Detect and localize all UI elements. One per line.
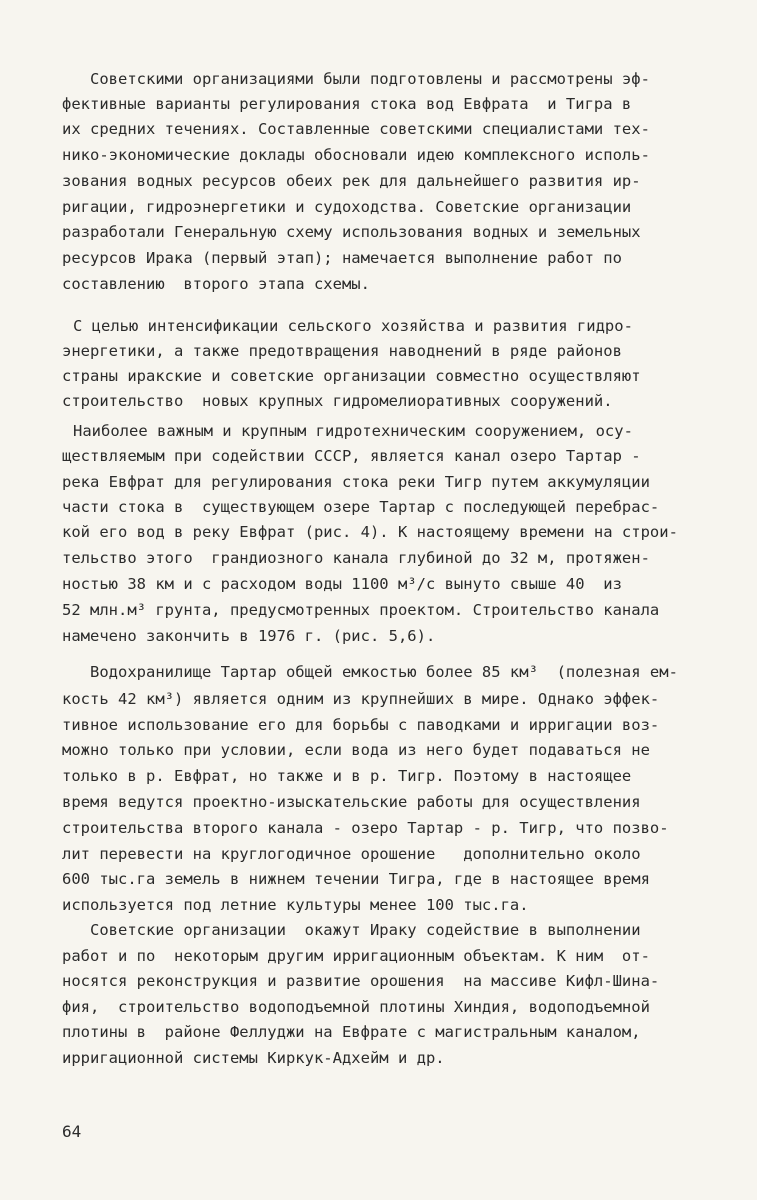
text-line: тивное использование его для борьбы с паводками и ирригации воз- — [62, 716, 660, 734]
text-line: Советскими организациями были подготовлены и рассмотрены эф- — [90, 70, 650, 88]
text-line: разработали Генеральную схему использования водных и земельных — [62, 223, 641, 241]
text-line: можно только при условии, если вода из него будет подаваться не — [62, 741, 650, 759]
text-line: только в р. Евфрат, но также и в р. Тигр. Поэтому в настоящее — [62, 767, 632, 785]
text-line: нико-экономические доклады обосновали идею комплексного исполь- — [62, 146, 650, 164]
text-line: строительства второго канала - озеро Тартар - р. Тигр, что позво- — [62, 819, 669, 837]
text-line: лит перевести на круглогодичное орошение дополнительно около — [62, 845, 641, 863]
text-line: С целью интенсификации сельского хозяйства и развития гидро- — [73, 317, 633, 335]
text-line: работ и по некоторым другим ирригационным объектам. К ним от- — [62, 947, 650, 965]
text-line: ресурсов Ирака (первый этап); намечается выполнение работ по — [62, 249, 622, 267]
text-line: составлению второго этапа схемы. — [62, 275, 370, 293]
text-line: их средних течениях. Составленные советскими специалистами тех- — [62, 120, 650, 138]
text-line: зования водных ресурсов обеих рек для дальнейшего развития ир- — [62, 172, 641, 190]
text-line: кость 42 км³) является одним из крупнейших в мире. Однако эффек- — [62, 690, 660, 708]
text-line: ностью 38 км и с расходом воды 1100 м³/с вынуто свыше 40 из — [62, 575, 622, 593]
text-line: энергетики, а также предотвращения наводнений в ряде районов — [62, 342, 622, 360]
text-line: кой его вод в реку Евфрат (рис. 4). К настоящему времени на строи- — [62, 523, 678, 541]
text-line: намечено закончить в 1976 г. (рис. 5,6). — [62, 627, 436, 645]
text-line: страны иракские и советские организации совместно осуществляют — [62, 367, 641, 385]
text-line: фия, строительство водоподъемной плотины Хиндия, водоподъемной — [62, 998, 650, 1016]
text-line: Водохранилище Тартар общей емкостью более 85 км³ (полезная ем- — [90, 663, 678, 681]
text-line: строительство новых крупных гидромелиоративных сооружений. — [62, 392, 613, 410]
text-line: 600 тыс.га земель в нижнем течении Тигра, где в настоящее время — [62, 870, 650, 888]
text-line: носятся реконструкция и развитие орошения на массиве Кифл-Шина- — [62, 972, 660, 990]
text-line: фективные варианты регулирования стока вод Евфрата и Тигра в — [62, 95, 632, 113]
text-line: ществляемым при содействии СССР, является канал озеро Тартар - — [62, 447, 641, 465]
text-line: 52 млн.м³ грунта, предусмотренных проектом. Строительство канала — [62, 601, 660, 619]
text-line: Советские организации окажут Ираку содействие в выполнении — [90, 921, 641, 939]
text-line: части стока в существующем озере Тартар с последующей перебрас- — [62, 498, 660, 516]
text-line: ирригационной системы Киркук-Адхейм и др. — [62, 1049, 445, 1067]
text-line: тельство этого грандиозного канала глубиной до 32 м, протяжен- — [62, 549, 650, 567]
page-number: 64 — [62, 1122, 82, 1141]
text-line: плотины в районе Феллуджи на Евфрате с магистральным каналом, — [62, 1023, 641, 1041]
text-line: время ведутся проектно-изыскательские работы для осуществления — [62, 793, 641, 811]
text-line: Наиболее важным и крупным гидротехническим сооружением, осу- — [73, 422, 633, 440]
text-line: ригации, гидроэнергетики и судоходства. Советские организации — [62, 198, 632, 216]
text-line: используется под летние культуры менее 100 тыс.га. — [62, 896, 529, 914]
text-line: река Евфрат для регулирования стока реки Тигр путем аккумуляции — [62, 473, 650, 491]
